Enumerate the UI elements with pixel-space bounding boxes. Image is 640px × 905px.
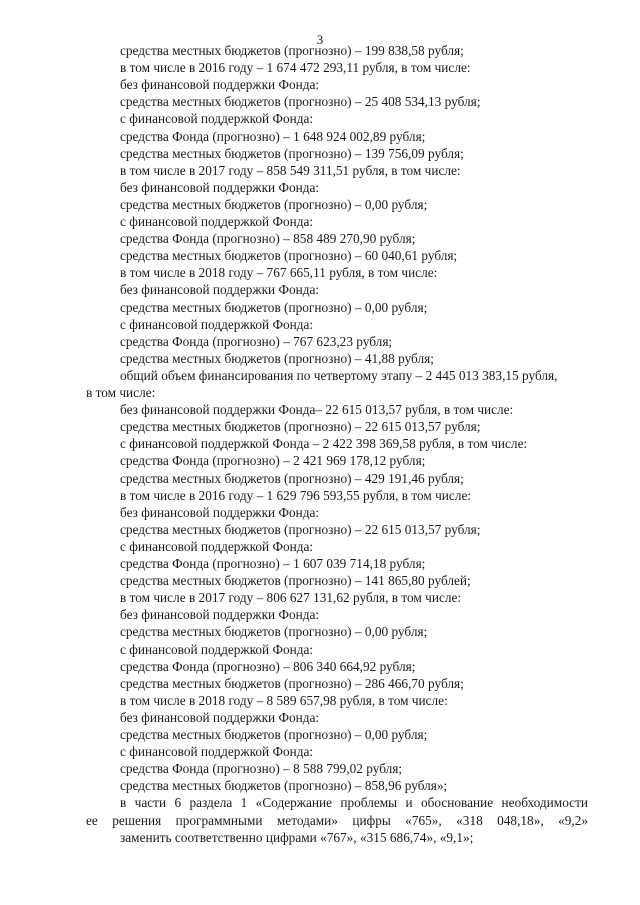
text-line: в том числе в 2016 году – 1 629 796 593,55 рубля, в том числе: [120, 487, 472, 503]
text-line: с финансовой поддержкой Фонда: [120, 641, 314, 657]
text-line: без финансовой поддержки Фонда: [120, 607, 320, 623]
text-line: средства Фонда (прогнозно) – 8 588 799,02 рубля; [120, 761, 403, 777]
text-line: с финансовой поддержкой Фонда: [120, 316, 314, 332]
text-line: средства местных бюджетов (прогнозно) – 858,96 рубля»; [120, 778, 448, 794]
text-line: без финансовой поддержки Фонда– 22 615 013,57 рубля, в том числе: [120, 402, 514, 418]
text-line: в том числе в 2018 году – 8 589 657,98 рубля, в том числе: [120, 692, 448, 708]
text-line: без финансовой поддержки Фонда: [120, 504, 320, 520]
text-line: средства местных бюджетов (прогнозно) – 0,00 рубля; [120, 727, 428, 742]
text-line: с финансовой поддержкой Фонда: [120, 214, 314, 229]
text-line: общий объем финансирования по четвертому этапу – 2 445 013 383,15 рубля, [120, 367, 558, 383]
text-line: средства местных бюджетов (прогнозно) – 25 408 534,13 рубля; [120, 94, 481, 110]
page-number: 3 [316, 32, 324, 47]
text-line: средства местных бюджетов (прогнозно) – 41,88 рубля; [120, 350, 434, 366]
text-line: средства местных бюджетов (прогнозно) – 286 466,70 рубля; [120, 675, 464, 691]
text-line: средства Фонда (прогнозно) – 767 623,23 рубля; [120, 333, 393, 349]
text-line: средства Фонда (прогнозно) – 2 421 969 178,12 рубля; [120, 453, 426, 469]
text-line: без финансовой поддержки Фонда: [120, 282, 320, 298]
text-line: заменить соответственно цифрами «767», «315 686,74», «9,1»; [120, 829, 474, 845]
text-line: средства местных бюджетов (прогнозно) – 141 865,80 рублей; [120, 573, 471, 589]
text-line: в том числе в 2017 году – 858 549 311,51 рубля, в том числе: [120, 162, 461, 178]
text-line: с финансовой поддержкой Фонда: [120, 744, 314, 760]
text-line: средства Фонда (прогнозно) – 1 648 924 002,89 рубля; [120, 128, 426, 144]
text-line: в том числе в 2016 году – 1 674 472 293,11 рубля, в том числе: [120, 60, 471, 76]
text-line: средства местных бюджетов (прогнозно) – 199 838,58 рубля; [120, 43, 464, 58]
text-line: средства местных бюджетов (прогнозно) – 429 191,46 рубля; [120, 470, 464, 486]
text-line: в том числе: [86, 385, 156, 400]
text-line: средства местных бюджетов (прогнозно) – 0,00 рубля; [120, 196, 428, 212]
text-line: без финансовой поддержки Фонда: [120, 77, 320, 93]
text-line: средства Фонда (прогнозно) – 1 607 039 714,18 рубля; [120, 556, 426, 571]
text-line: средства местных бюджетов (прогнозно) – 60 040,61 рубля; [120, 248, 458, 264]
text-line: в части 6 раздела 1 «Содержание проблемы и обоснование необходимости [120, 795, 588, 811]
text-line: без финансовой поддержки Фонда: [120, 709, 320, 725]
text-line: ее решения программными методами» цифры «765», «318 048,18», «9,2» [86, 812, 588, 828]
text-line: средства местных бюджетов (прогнозно) – 22 615 013,57 рубля; [120, 521, 481, 537]
text-line: средства местных бюджетов (прогнозно) – 139 756,09 рубля; [120, 145, 464, 161]
text-line: средства местных бюджетов (прогнозно) – 0,00 рубля; [120, 624, 428, 640]
text-line: средства Фонда (прогнозно) – 858 489 270,90 рубля; [120, 231, 416, 247]
text-line: с финансовой поддержкой Фонда: [120, 538, 314, 554]
text-line: без финансовой поддержки Фонда: [120, 179, 320, 195]
text-line: средства местных бюджетов (прогнозно) – 0,00 рубля; [120, 299, 428, 315]
text-line: в том числе в 2017 году – 806 627 131,62 рубля, в том числе: [120, 590, 462, 606]
text-line: с финансовой поддержкой Фонда – 2 422 398 369,58 рубля, в том числе: [120, 436, 528, 452]
text-line: средства Фонда (прогнозно) – 806 340 664,92 рубля; [120, 658, 416, 674]
text-line: средства местных бюджетов (прогнозно) – 22 615 013,57 рубля; [120, 419, 481, 435]
text-line: в том числе в 2018 году – 767 665,11 рубля, в том числе: [120, 265, 438, 281]
text-line: с финансовой поддержкой Фонда: [120, 111, 314, 127]
